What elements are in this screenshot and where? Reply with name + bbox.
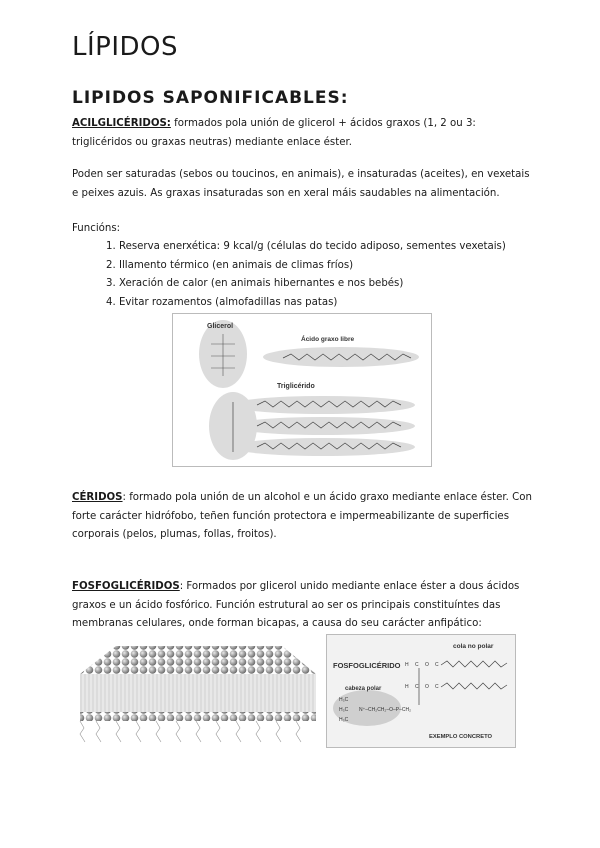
acido-graxo-label: Ácido graxo libre	[301, 336, 355, 343]
svg-text:H₃C: H₃C	[339, 697, 349, 703]
page-title: LÍPIDOS	[72, 32, 178, 62]
svg-text:C: C	[435, 684, 439, 690]
glicerol-label: Glicerol	[207, 323, 234, 330]
exemplo-label: EXEMPLO CONCRETO	[429, 734, 493, 740]
phospholipid-figure	[326, 634, 516, 748]
svg-text:H: H	[405, 662, 409, 668]
saturadas-line1: Poden ser saturadas (sebos ou toucinos, en animais), e insaturadas (aceites), en vexetais	[72, 169, 530, 180]
triglyceride-figure	[172, 313, 432, 467]
triglicerido-label: Triglicérido	[277, 383, 315, 390]
svg-text:H₃C: H₃C	[339, 717, 349, 723]
triglyceride-diagram	[173, 314, 431, 466]
list-item: 3. Xeración de calor (en animais hibernantes e nos bebés)	[106, 278, 404, 289]
cabeza-label: cabeza polar	[345, 686, 382, 692]
phospholipid-diagram	[327, 635, 515, 747]
ceridos-paragraph	[72, 489, 542, 545]
bilayer-diagram	[76, 634, 320, 748]
acilgliceridos-paragraph	[72, 115, 542, 152]
fosfogliceridos-term: FOSFOGLICÉRIDOS	[72, 581, 180, 592]
svg-text:C: C	[435, 662, 439, 668]
saturadas-paragraph	[72, 166, 542, 203]
list-item: 1. Reserva enerxética: 9 kcal/g (células do tecido adiposo, sementes vexetais)	[106, 241, 506, 252]
svg-text:O: O	[425, 662, 429, 668]
list-item: 4. Evitar rozamentos (almofadillas nas patas)	[106, 296, 338, 308]
acilgliceridos-line2: triglicéridos ou graxas neutras) mediante enlace éster.	[72, 136, 352, 148]
svg-text:C: C	[415, 662, 419, 668]
acilgliceridos-line1: formados pola unión de glicerol + ácidos graxos (1, 2 ou 3:	[170, 118, 476, 129]
bilayer-figure	[76, 634, 320, 748]
funcions-list	[106, 238, 546, 312]
saturadas-line2: e peixes azuis. As graxas insaturadas son en xeral máis saudables na alimentación.	[72, 187, 500, 199]
ceridos-line2: forte carácter hidrófobo, teñen función protectora e impermeabilizante de superficies	[72, 510, 510, 522]
svg-text:H₃C: H₃C	[339, 707, 349, 713]
svg-text:O: O	[425, 684, 429, 690]
fosfogliceridos-line3: membranas celulares, onde forman bicapas, a causa do seu carácter anfipático:	[72, 618, 482, 629]
fosfogliceridos-paragraph	[72, 578, 542, 634]
acilgliceridos-term: ACILGLICÉRIDOS:	[72, 118, 171, 129]
ceridos-line1: : formado pola unión de un alcohol e un ácido graxo mediante enlace éster. Con	[122, 492, 532, 503]
funcions-label: Funcións:	[72, 223, 121, 234]
ceridos-term: CÉRIDOS	[72, 492, 123, 503]
cola-label: cola no polar	[453, 643, 494, 650]
fosfoglicerido-title: FOSFOGLICÉRIDO	[333, 661, 401, 670]
svg-text:N⁺–CH₂CH₂–O–P–CH₂: N⁺–CH₂CH₂–O–P–CH₂	[359, 707, 412, 713]
ceridos-line3: corporais (pelos, plumas, follas, froitos).	[72, 529, 277, 540]
svg-text:H: H	[405, 684, 409, 690]
list-item: 2. Illamento térmico (en animais de climas fríos)	[106, 259, 354, 271]
fosfogliceridos-line2: graxos e un ácido fosfórico. Función estrutural ao ser os principais constituíntes das	[72, 599, 501, 611]
section-title: LIPIDOS SAPONIFICABLES:	[72, 88, 349, 108]
svg-text:C: C	[415, 684, 419, 690]
fosfogliceridos-line1: : Formados por glicerol unido mediante enlace éster a dous ácidos	[179, 581, 520, 592]
